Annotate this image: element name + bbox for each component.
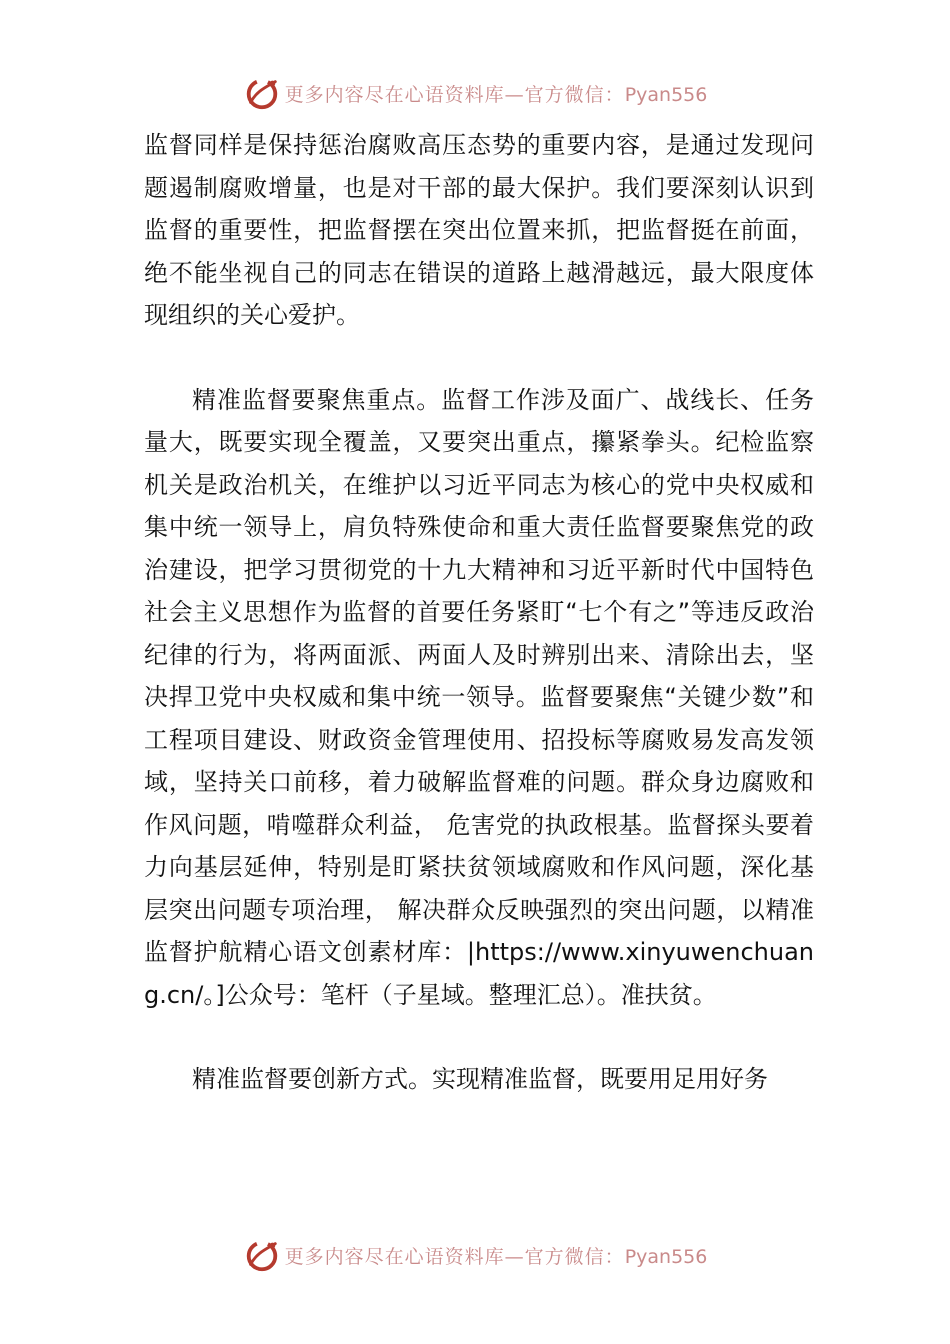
footer-banner-main: 更多内容尽在心语资料库 xyxy=(284,1245,505,1268)
paragraph-2: 精准监督要聚焦重点。监督工作涉及面广、战线长、任务量大，既要实现全覆盖，又要突出重点，攥紧拳头。纪检监察机关是政治机关，在维护以习近平同志为核心的党中央权威和集中统一领导上，肩负特殊使命和重大责任监督要聚焦党的政治建设，把学习贯彻党的十九大精神和习近平新时代中国特色社会主义思想作为监督的首要任务紧盯“七个有之”等违反政治纪律的行为，将两面派、两面人及时辨别出来、清除出去，坚决捍卫党中央权威和集中统一领导。监督要聚焦“关键少数”和工程项目建设、财政资金管理使用、招投标等腐败易发高发领域，坚持关口前移，着力破解监督难的问题。群众身边腐败和作风问题，啃噬群众利益， 危害党的执政根基。监督探头要着力向基层延伸，特别是盯紧扶贫领域腐败和作风问题，深化基层突出问题专项治理， 解决群众反映强烈的突出问题，以精准监督护航精心语文创素材库：|https://www.xinyuwenchuang.cn/。]公众号：笔杆（子星域。整理汇总）。准扶贫。 xyxy=(144,385,814,1009)
footer-banner-dash: — xyxy=(504,1245,525,1268)
footer-banner xyxy=(0,1230,950,1280)
header-banner xyxy=(0,68,950,118)
paragraph-gap xyxy=(144,337,814,379)
footer-banner-text xyxy=(285,1242,708,1269)
header-banner-dash: — xyxy=(504,83,525,106)
footer-wechat-id: Pyan556 xyxy=(624,1245,708,1268)
footer-banner-official: 官方微信： xyxy=(524,1245,625,1268)
header-wechat-id: Pyan556 xyxy=(624,83,708,106)
brush-logo-icon xyxy=(243,1236,281,1274)
brush-logo-icon xyxy=(243,74,281,112)
paragraph-1: 监督同样是保持惩治腐败高压态势的重要内容，是通过发现问题遏制腐败增量，也是对干部的最大保护。我们要深刻认识到监督的重要性，把监督摆在突出位置来抓，把监督挺在前面，绝不能坐视自己的同志在错误的道路上越滑越远，最大限度体现组织的关心爱护。 xyxy=(144,131,814,329)
document-body xyxy=(144,124,814,1101)
paragraph-3: 精准监督要创新方式。实现精准监督，既要用足用好务 xyxy=(192,1065,768,1093)
header-banner-main: 更多内容尽在心语资料库 xyxy=(284,83,505,106)
header-banner-official: 官方微信： xyxy=(524,83,625,106)
header-banner-text xyxy=(285,80,708,107)
paragraph-gap xyxy=(144,1016,814,1058)
